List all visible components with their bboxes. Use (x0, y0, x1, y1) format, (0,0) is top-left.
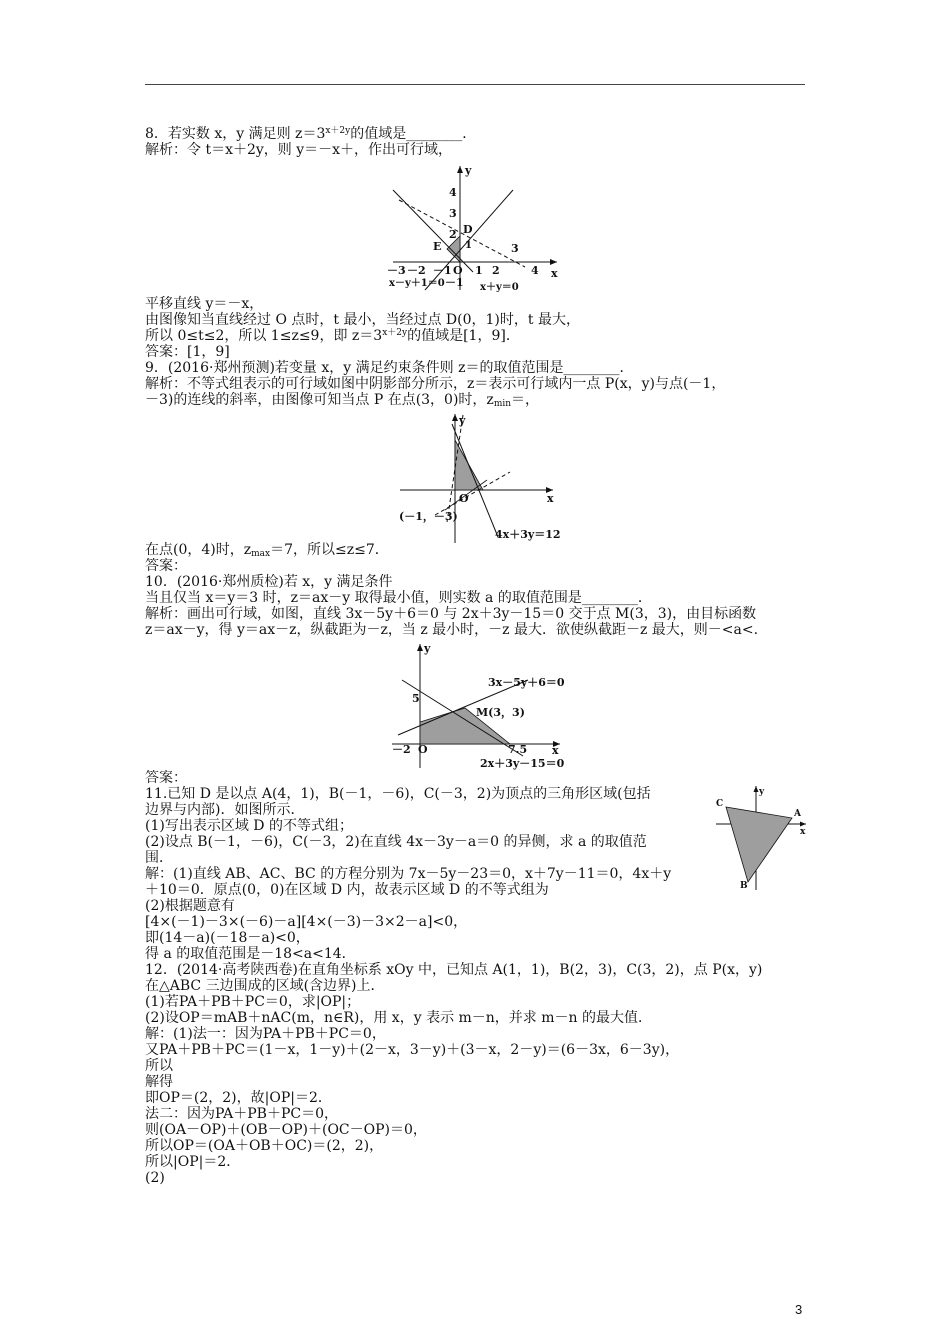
text-line: ＋10＝0．原点(0，0)在区域 D 内，故表示区域 D 的不等式组为 (145, 882, 549, 898)
text-line: 在△ABC 三边围成的区域(含边界)上． (145, 978, 385, 994)
line-label: x－y＋1＝0 (389, 278, 445, 289)
text-line: 得 a 的取值范围是－18<a<14． (145, 946, 356, 962)
text-line: 即OP＝(2，2)，故|OP|＝2． (145, 1090, 332, 1106)
text-line: 即(14－a)(－18－a)<0， (145, 930, 310, 946)
line-label: 2x＋3y－15＝0 (480, 757, 565, 770)
text-line: 所以|OP|＝2． (145, 1154, 241, 1170)
exponent: x＋2y (382, 328, 408, 338)
text-line: 所以OP＝(OA＋OB＋OC)＝(2，2)， (145, 1138, 384, 1154)
tick-label: 2 (492, 264, 500, 277)
figure-feasible-region-8 (385, 160, 565, 295)
exponent: x＋2y (325, 126, 351, 136)
tick-label: －2 (407, 264, 426, 277)
text-line: 解得 (145, 1074, 173, 1090)
tick-label: 4 (449, 186, 457, 199)
text-line: (2) (145, 1170, 165, 1186)
tick-label: 7.5 (508, 743, 528, 756)
text-line: 答案： (145, 558, 187, 574)
text-line: (2)根据题意有 (145, 898, 235, 914)
text-line: 边界与内部)．如图所示． (145, 802, 305, 818)
text-line: 12．(2014·高考陕西卷)在直角坐标系 xOy 中，已知点 A(1，1)，B(2，3)，C(3，2)，点 P(x，y) (145, 962, 763, 978)
figure-feasible-region-9 (395, 410, 560, 545)
text-line: 解：(1)法一：因为PA＋PB＋PC＝0， (145, 1026, 386, 1042)
axis-label-x: x (551, 267, 558, 280)
text-line: 解析：不等式组表示的可行域如图中阴影部分所示，z＝表示可行域内一点 P(x，y)与点(－1， (145, 376, 726, 392)
text-line: 解析：令 t＝x＋2y，则 y＝－x＋，作出可行域， (145, 142, 453, 158)
tick-label: 4 (531, 264, 539, 277)
axis-label-x: x (800, 827, 806, 837)
text-line: (1)若PA＋PB＋PC＝0，求|OP|； (145, 994, 361, 1010)
figure-feasible-region-10 (388, 640, 568, 770)
text-line: (1)写出表示区域 D 的不等式组； (145, 818, 353, 834)
tick-label: 1 (475, 264, 483, 277)
text-line: 10．(2016·郑州质检)若 x，y 满足条件 (145, 574, 393, 590)
tick-label: 1 (465, 240, 472, 251)
line-label: 3x－5y＋6＝0 (488, 676, 565, 689)
page-number: 3 (795, 1302, 803, 1317)
axis-label-x: x (552, 744, 559, 757)
axis-label-y: y (465, 164, 472, 177)
text-line: 11.已知 D 是以点 A(4，1)，B(－1，－6)，C(－3，2)为顶点的三角形区域(包括 (145, 786, 651, 802)
text-line: 则(OA－OP)＋(OB－OP)＋(OC－OP)＝0， (145, 1122, 427, 1138)
tick-label: 3 (511, 242, 519, 255)
axis-label-y: y (459, 414, 466, 427)
point-label-e: E (433, 240, 442, 253)
text-line: 解析：画出可行域，如图，直线 3x－5y＋6＝0 与 2x＋3y－15＝0 交于点 M(3，3)，由目标函数 (145, 606, 757, 622)
text-line: 所以 0≤t≤2，所以 1≤z≤9，即 $z=3^{x+2y}$的值域是[1，9]． (145, 328, 520, 344)
text-line: 在点(0，4)时，$z_{max}=7$，所以≤z≤7． (145, 542, 389, 559)
text-line: z＝ax－y，得 y＝ax－z，纵截距为－z，当 z 最小时，－z 最大．欲使纵截距－z 最大，则－<a<. (145, 622, 759, 638)
origin-label: O (459, 492, 469, 505)
line-label: x＋y＝0 (480, 282, 519, 293)
line-label: 4x＋3y＝12 (495, 528, 561, 541)
axis-label-y: y (424, 642, 431, 655)
point-label-m: M(3，3) (476, 706, 525, 719)
text-line: 8．若实数 x，y 满足则 $z=3^{x+2y}$的值域是________． (145, 126, 477, 142)
text-line: 答案： (145, 770, 187, 786)
text-line: 法二：因为PA＋PB＋PC＝0， (145, 1106, 338, 1122)
text-line: 所以 (145, 1058, 173, 1074)
text-line: 由图像知当直线经过 O 点时，t 最小，当经过点 D(0，1)时，t 最大， (145, 312, 580, 328)
tick-label: 2 (449, 228, 457, 241)
tick-label: －1 (433, 264, 452, 277)
header-rule (145, 84, 805, 85)
text-line: [4×(－1)－3×(－6)－a][4×(－3)－3×2－a]<0， (145, 914, 468, 930)
tick-label: 3 (449, 207, 457, 220)
text-line: 当且仅当 x＝y＝3 时，z＝ax－y 取得最小值，则实数 a 的取值范围是________． (145, 590, 652, 606)
text-line: (2)设点 B(－1，－6)，C(－3，2)在直线 4x－3y－a＝0 的异侧，求 a 的取值范 (145, 834, 647, 850)
tick-label: －3 (387, 264, 406, 277)
point-label-d: D (463, 223, 473, 236)
axis-label-y: y (759, 787, 765, 797)
text-line: 平移直线 y＝－x， (145, 296, 264, 312)
text-line: (2)设OP＝mAB＋nAC(m，n∈R)，用 x，y 表示 m－n，并求 m－n 的最大值． (145, 1010, 652, 1026)
text-line: 围． (145, 850, 173, 866)
origin-label: O (418, 743, 428, 756)
figure-triangle-11 (712, 784, 810, 892)
text-line: 解：(1)直线 AB、AC、BC 的方程分别为 7x－5y－23＝0，x＋7y－11＝0，4x＋y (145, 866, 672, 882)
text-line: 答案：[1，9] (145, 344, 230, 360)
point-label-c: C (716, 799, 724, 809)
point-label-b: B (740, 881, 748, 891)
tick-label: －2 (392, 743, 411, 756)
origin-label: O (453, 264, 463, 277)
point-label: (－1，－3) (399, 510, 458, 523)
tick-label: －1 (445, 276, 464, 289)
axis-label-x: x (547, 492, 554, 505)
point-label-a: A (794, 809, 801, 819)
text-line: －3)的连线的斜率，由图像可知当点 P 在点(3，0)时，$z_{min}=$， (145, 392, 540, 409)
text-line: 9．(2016·郑州预测)若变量 x，y 满足约束条件则 z＝的取值范围是________． (145, 360, 634, 376)
tick-label: 5 (412, 692, 420, 705)
text-line: 又PA＋PB＋PC＝(1－x，1－y)＋(2－x，3－y)＋(3－x，2－y)＝(6－3x，6－3y)， (145, 1042, 680, 1058)
